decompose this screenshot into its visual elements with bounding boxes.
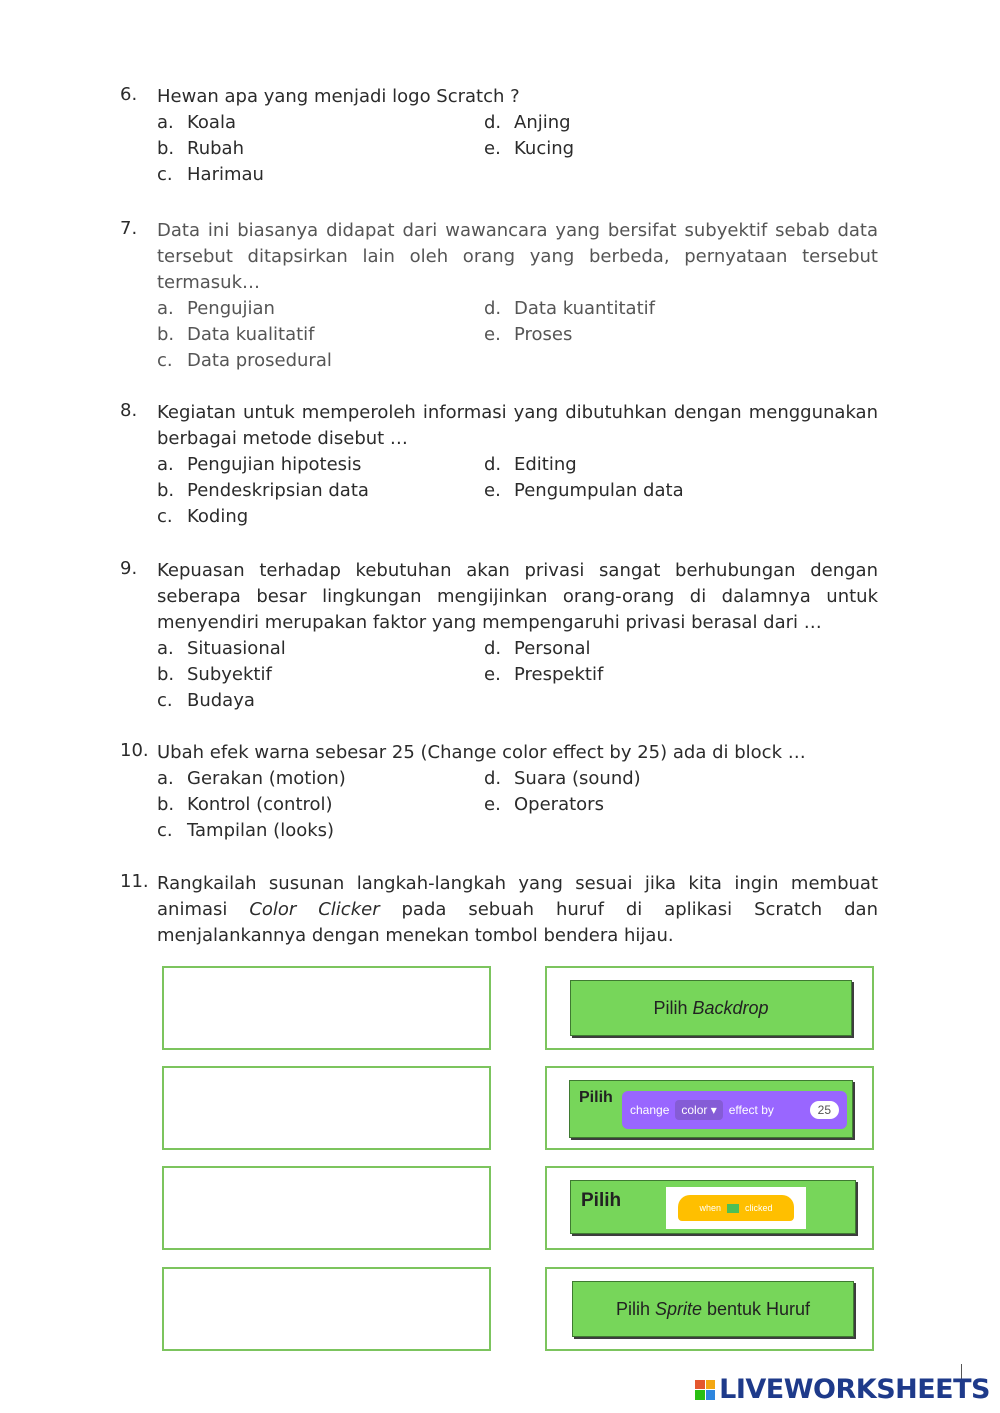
question-9	[120, 558, 878, 711]
question-text: Ubah efek warna sebesar 25 (Change color effect by 25) ada di block …	[157, 742, 806, 763]
label: Pilih Sprite bentuk Huruf	[615, 1298, 811, 1319]
green-bar	[570, 980, 852, 1036]
option-e[interactable]: e. Kucing	[484, 138, 575, 159]
option-b[interactable]: b. Subyektif	[157, 664, 272, 685]
option-d[interactable]: d. Anjing	[484, 112, 571, 133]
option-a[interactable]: a. Koala	[157, 112, 236, 133]
option-c[interactable]: c. Koding	[157, 506, 249, 527]
option-a[interactable]: a. Gerakan (motion)	[157, 768, 346, 789]
drag-item-backdrop[interactable]	[545, 966, 874, 1050]
when-flag-clicked-block: when clicked	[678, 1195, 794, 1221]
option-d[interactable]: d. Data kuantitatif	[484, 298, 655, 319]
question-number: 11.	[120, 871, 149, 892]
drag-item-color-effect[interactable]	[545, 1066, 874, 1150]
question-10	[120, 740, 878, 841]
option-e[interactable]: e. Pengumpulan data	[484, 480, 684, 501]
question-7	[120, 218, 878, 371]
effect-dropdown: color ▾	[675, 1100, 722, 1120]
label: Pilih	[581, 1190, 622, 1211]
option-b[interactable]: b. Kontrol (control)	[157, 794, 333, 815]
option-b[interactable]: b. Pendeskripsian data	[157, 480, 369, 501]
drop-zone-1[interactable]	[162, 966, 491, 1050]
option-d[interactable]: d. Suara (sound)	[484, 768, 641, 789]
option-a[interactable]: a. Situasional	[157, 638, 286, 659]
question-text: Rangkailah susunan langkah-langkah yang sesuai jika kita ingin membuat animasi Color Clicker pada sebuah huruf di aplikasi Scratch dan menjalankannya dengan menekan tombol bendera hijau.	[157, 873, 878, 946]
option-d[interactable]: d. Personal	[484, 638, 591, 659]
liveworksheets-logo: LIVEWORKSHEETS	[695, 1374, 990, 1405]
question-8	[120, 400, 878, 527]
option-a[interactable]: a. Pengujian	[157, 298, 275, 319]
question-text: Kegiatan untuk memperoleh informasi yang dibutuhkan dengan menggunakan berbagai metode disebut …	[157, 402, 878, 449]
question-number: 10.	[120, 740, 149, 761]
option-b[interactable]: b. Data kualitatif	[157, 324, 315, 345]
option-c[interactable]: c. Data prosedural	[157, 350, 332, 371]
drop-zone-3[interactable]	[162, 1166, 491, 1250]
question-11	[120, 871, 878, 949]
option-e[interactable]: e. Prespektif	[484, 664, 604, 685]
question-text: Kepuasan terhadap kebutuhan akan privasi sangat berhubungan dengan seberapa besar lingkungan mengijinkan orang-orang di dalamnya untuk menyendiri merupakan faktor yang mempengaruhi privasi berasal dari …	[157, 560, 878, 633]
option-e[interactable]: e. Operators	[484, 794, 604, 815]
question-text: Hewan apa yang menjadi logo Scratch ?	[157, 86, 520, 107]
option-b[interactable]: b. Rubah	[157, 138, 244, 159]
effect-value: 25	[810, 1101, 839, 1119]
question-number: 8.	[120, 400, 138, 421]
green-bar	[569, 1080, 853, 1138]
green-bar	[570, 1180, 856, 1234]
option-a[interactable]: a. Pengujian hipotesis	[157, 454, 362, 475]
drop-zone-4[interactable]	[162, 1267, 491, 1351]
block-image	[666, 1187, 806, 1229]
option-d[interactable]: d. Editing	[484, 454, 577, 475]
drop-zone-2[interactable]	[162, 1066, 491, 1150]
question-number: 9.	[120, 558, 138, 579]
green-flag-icon	[727, 1204, 739, 1213]
label: Pilih Backdrop	[653, 997, 769, 1018]
question-text: Data ini biasanya didapat dari wawancara yang bersifat subyektif sebab data tersebut ditapsirkan lain oleh orang yang berbeda, pernyataan tersebut termasuk…	[157, 220, 878, 293]
drag-item-flag-clicked[interactable]	[545, 1166, 874, 1250]
option-c[interactable]: c. Tampilan (looks)	[157, 820, 335, 841]
option-c[interactable]: c. Harimau	[157, 164, 264, 185]
question-number: 7.	[120, 218, 138, 239]
option-e[interactable]: e. Proses	[484, 324, 573, 345]
drag-item-sprite[interactable]	[545, 1267, 874, 1351]
option-c[interactable]: c. Budaya	[157, 690, 255, 711]
change-effect-block: change color ▾ effect by 25	[622, 1091, 847, 1129]
logo-icon	[695, 1380, 715, 1400]
label: Pilih	[579, 1089, 613, 1106]
question-number: 6.	[120, 84, 138, 105]
green-bar	[572, 1281, 854, 1337]
question-6	[120, 84, 878, 185]
